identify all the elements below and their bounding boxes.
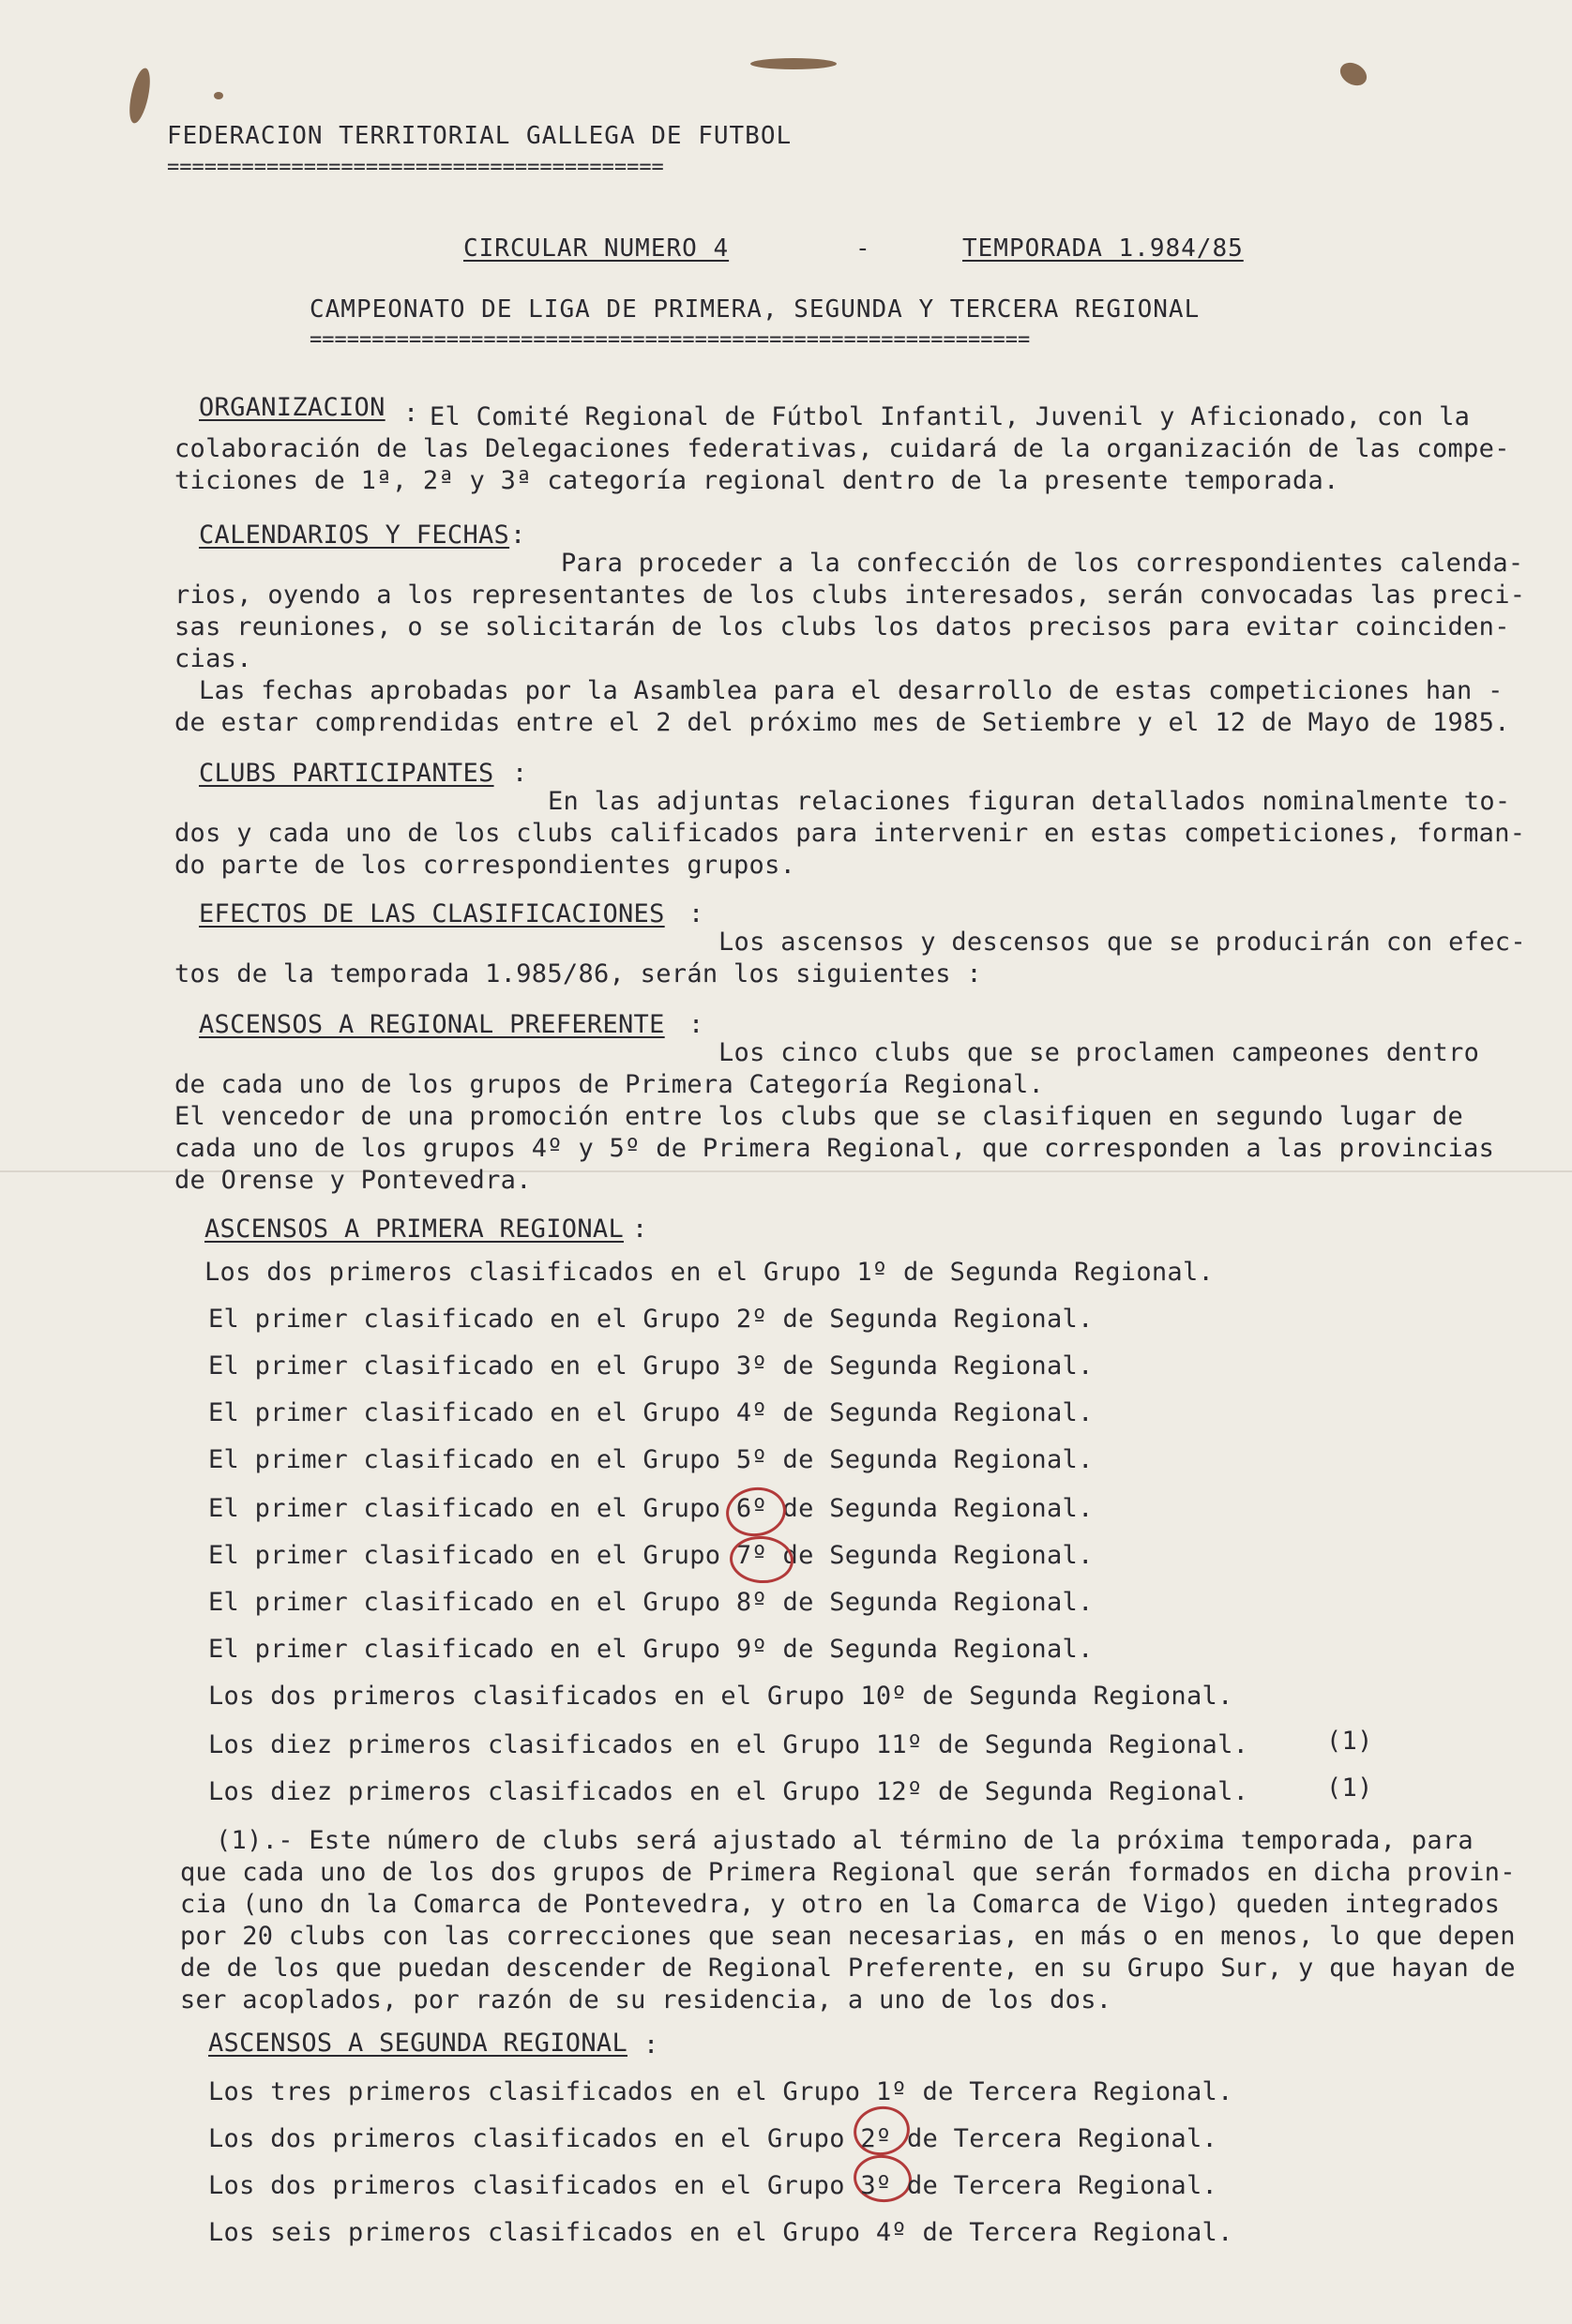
footnote-line: por 20 clubs con las correcciones que sean necesarias, en más o en menos, lo que depen xyxy=(180,1922,1516,1951)
list-item: El primer clasificado en el Grupo 9º de Segunda Regional. xyxy=(208,1635,1094,1664)
list-item: Los dos primeros clasificados en el Grupo 2º de Tercera Regional. xyxy=(208,2124,1218,2153)
rust-stain xyxy=(126,67,154,125)
list-item: El primer clasificado en el Grupo 8º de Segunda Regional. xyxy=(208,1588,1094,1617)
heading-colon: : xyxy=(688,1010,704,1039)
section-heading-primera: ASCENSOS A PRIMERA REGIONAL xyxy=(204,1215,624,1244)
heading-colon: : xyxy=(403,399,419,428)
paragraph-line: de Orense y Pontevedra. xyxy=(174,1166,532,1195)
rust-stain xyxy=(214,92,223,99)
circular-number: CIRCULAR NUMERO 4 xyxy=(463,234,730,263)
paragraph-line: de estar comprendidas entre el 2 del próximo mes de Setiembre y el 12 de Mayo de 1985. xyxy=(174,708,1510,737)
paragraph-line: rios, oyendo a los representantes de los clubs interesados, serán convocadas las preci- xyxy=(174,581,1526,610)
list-item: El primer clasificado en el Grupo 6º de Segunda Regional. xyxy=(208,1494,1094,1523)
section-heading-calendarios: CALENDARIOS Y FECHAS xyxy=(199,521,510,550)
annotation-circle xyxy=(723,1484,790,1540)
heading-colon: : xyxy=(632,1215,648,1244)
heading-colon: : xyxy=(688,899,704,928)
heading-colon: : xyxy=(512,759,528,788)
list-item: El primer clasificado en el Grupo 2º de Segunda Regional. xyxy=(208,1305,1094,1334)
header-dash: - xyxy=(855,234,871,263)
paragraph-line: Los cinco clubs que se proclamen campeones dentro xyxy=(718,1038,1480,1067)
rust-stain xyxy=(750,58,837,69)
list-item: El primer clasificado en el Grupo 3º de Segunda Regional. xyxy=(208,1351,1094,1381)
season: TEMPORADA 1.984/85 xyxy=(962,234,1244,263)
list-item: Los dos primeros clasificados en el Grupo 3º de Tercera Regional. xyxy=(208,2171,1218,2200)
footnote-line: (1).- Este número de clubs será ajustado al término de la próxima temporada, para xyxy=(216,1826,1474,1855)
footnote-line: de de los que puedan descender de Regional Preferente, en su Grupo Sur, y que hayan de xyxy=(180,1954,1516,1983)
paragraph-line: Las fechas aprobadas por la Asamblea para el desarrollo de estas competiciones han - xyxy=(199,676,1504,705)
heading-colon: : xyxy=(510,521,526,550)
paragraph-line: ticiones de 1ª, 2ª y 3ª categoría regional dentro de la presente temporada. xyxy=(174,466,1339,495)
section-heading-efectos: EFECTOS DE LAS CLASIFICACIONES xyxy=(199,899,665,928)
championship-title: CAMPEONATO DE LIGA DE PRIMERA, SEGUNDA Y TERCERA REGIONAL xyxy=(310,295,1201,324)
federation-name: FEDERACION TERRITORIAL GALLEGA DE FUTBOL xyxy=(167,122,793,150)
list-item: El primer clasificado en el Grupo 5º de Segunda Regional. xyxy=(208,1445,1094,1474)
paragraph-line: dos y cada uno de los clubs calificados para intervenir en estas competiciones, forman- xyxy=(174,819,1526,848)
list-item: Los diez primeros clasificados en el Grupo 12º de Segunda Regional. xyxy=(208,1777,1249,1806)
paragraph-line: En las adjuntas relaciones figuran detallados nominalmente to- xyxy=(548,787,1511,816)
list-item: Los diez primeros clasificados en el Grupo 11º de Segunda Regional. xyxy=(208,1730,1249,1759)
list-item: El primer clasificado en el Grupo 4º de Segunda Regional. xyxy=(208,1398,1094,1427)
footnote-ref: (1) xyxy=(1326,1727,1373,1756)
paragraph-line: do parte de los correspondientes grupos. xyxy=(174,851,796,880)
list-item: Los dos primeros clasificados en el Grupo 10º de Segunda Regional. xyxy=(208,1682,1233,1711)
list-item: Los tres primeros clasificados en el Grupo 1º de Tercera Regional. xyxy=(208,2077,1233,2106)
footnote-line: que cada uno de los dos grupos de Primera Regional que serán formados en dicha provin- xyxy=(180,1858,1516,1887)
section-heading-segunda: ASCENSOS A SEGUNDA REGIONAL xyxy=(208,2029,627,2058)
paragraph-line: colaboración de las Delegaciones federativas, cuidará de la organización de las compe- xyxy=(174,434,1510,463)
header-rule: ======================================== xyxy=(167,156,664,179)
section-heading-preferente: ASCENSOS A REGIONAL PREFERENTE xyxy=(199,1010,665,1039)
title-rule: ========================================================== xyxy=(310,328,1031,352)
footnote-line: cia (uno dn la Comarca de Pontevedra, y otro en la Comarca de Vigo) queden integrados xyxy=(180,1890,1501,1919)
list-item: El primer clasificado en el Grupo 7º de Segunda Regional. xyxy=(208,1541,1094,1570)
paragraph-line: El Comité Regional de Fútbol Infantil, Juvenil y Aficionado, con la xyxy=(430,402,1471,431)
paragraph-line: Para proceder a la confección de los correspondientes calenda- xyxy=(561,549,1524,578)
paragraph-line: El vencedor de una promoción entre los clubs que se clasifiquen en segundo lugar de xyxy=(174,1102,1464,1131)
rust-stain xyxy=(1337,58,1371,90)
footnote-line: ser acoplados, por razón de su residencia, a uno de los dos. xyxy=(180,1985,1112,2015)
list-item: Los seis primeros clasificados en el Grupo 4º de Tercera Regional. xyxy=(208,2218,1233,2247)
footnote-ref: (1) xyxy=(1326,1773,1373,1803)
paragraph-line: cada uno de los grupos 4º y 5º de Primera Regional, que corresponden a las provincias xyxy=(174,1134,1495,1163)
paragraph-line: de cada uno de los grupos de Primera Categoría Regional. xyxy=(174,1070,1045,1099)
heading-colon: : xyxy=(643,2030,659,2060)
section-heading-organizacion: ORGANIZACION xyxy=(199,393,385,422)
paragraph-line: sas reuniones, o se solicitarán de los clubs los datos precisos para evitar coinciden- xyxy=(174,612,1510,641)
section-heading-clubs: CLUBS PARTICIPANTES xyxy=(199,759,494,788)
paragraph-line: tos de la temporada 1.985/86, serán los siguientes : xyxy=(174,959,982,988)
list-item: Los dos primeros clasificados en el Grupo 1º de Segunda Regional. xyxy=(204,1258,1215,1287)
paragraph-line: Los ascensos y descensos que se producirán con efec- xyxy=(718,928,1526,957)
paragraph-line: cias. xyxy=(174,644,252,673)
